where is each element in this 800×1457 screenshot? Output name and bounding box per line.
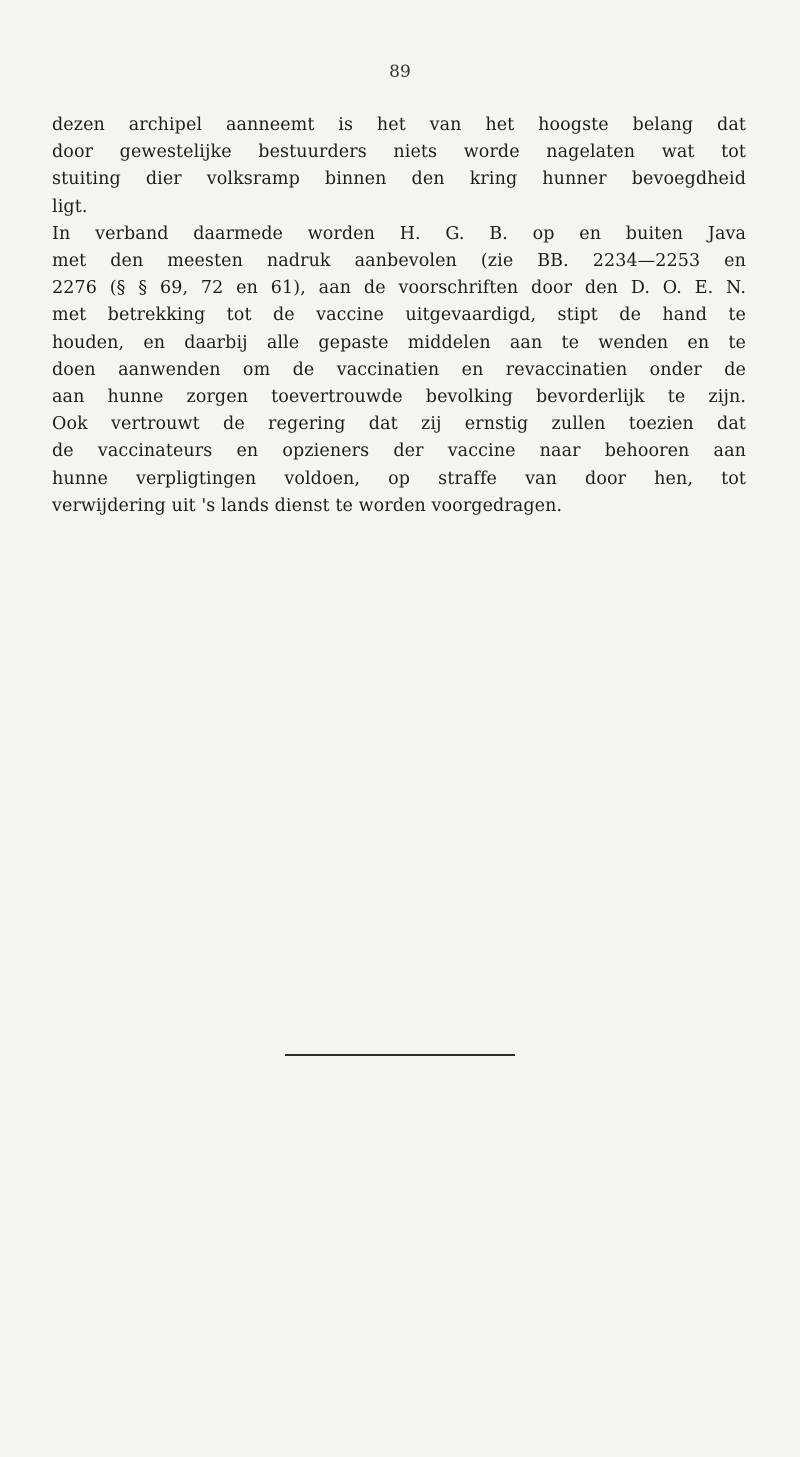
section-divider — [285, 1054, 515, 1056]
text-line: verwijdering uit 's lands dienst te worden voorgedragen. — [52, 495, 563, 516]
text-line: met betrekking tot de vaccine uitgevaardigd, stipt de hand te — [52, 305, 746, 326]
text-line: 2276 (§ § 69, 72 en 61), aan de voorschriften door den D. O. E. N. — [52, 278, 746, 299]
text-line: In verband daarmede worden H. G. B. op en buiten Java — [52, 223, 746, 244]
text-line: houden, en daarbij alle gepaste middelen aan te wenden en te — [52, 332, 746, 353]
text-line: door gewestelijke bestuurders niets worde nagelaten wat tot — [52, 142, 746, 163]
body-text — [52, 112, 746, 520]
page-number: 89 — [389, 62, 411, 82]
text-line: dezen archipel aanneemt is het van het hoogste belang dat — [52, 115, 746, 135]
text-line: met den meesten nadruk aanbevolen (zie BB. 2234—2253 en — [52, 251, 746, 272]
text-line: Ook vertrouwt de regering dat zij ernstig zullen toezien dat — [52, 414, 746, 435]
text-line: stuiting dier volksramp binnen den kring hunner bevoegdheid — [52, 169, 746, 190]
text-line: ligt. — [52, 196, 88, 217]
text-line: de vaccinateurs en opzieners der vaccine naar behooren aan — [52, 441, 746, 462]
text-line: hunne verpligtingen voldoen, op straffe van door hen, tot — [52, 468, 746, 489]
text-line: doen aanwenden om de vaccinatien en revaccinatien onder de — [52, 359, 746, 380]
text-line: aan hunne zorgen toevertrouwde bevolking bevorderlijk te zijn. — [52, 387, 746, 408]
